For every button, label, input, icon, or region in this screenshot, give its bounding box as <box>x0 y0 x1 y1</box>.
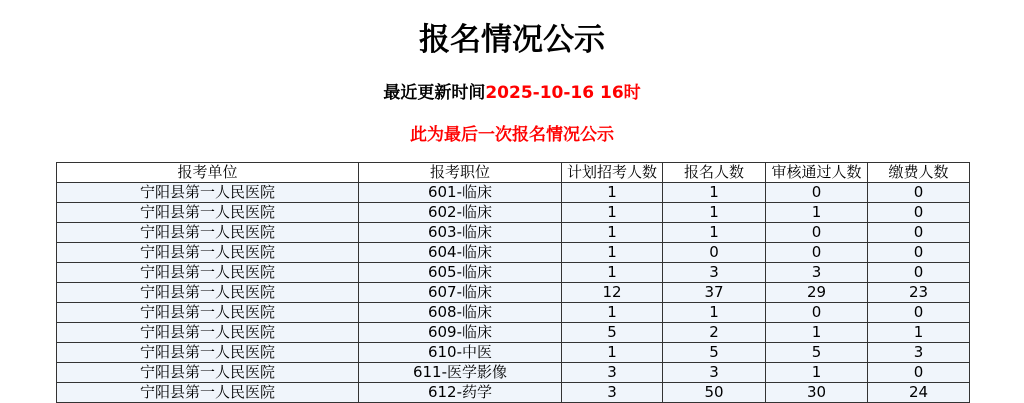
cell-planned: 1 <box>562 343 663 363</box>
cell-registered: 1 <box>663 183 766 203</box>
cell-paid: 0 <box>868 223 970 243</box>
table-row <box>57 203 970 223</box>
cell-planned: 1 <box>562 223 663 243</box>
cell-unit: 宁阳县第一人民医院 <box>57 343 359 363</box>
header-position: 报考职位 <box>359 163 562 183</box>
cell-approved: 0 <box>766 303 868 323</box>
cell-position: 602-临床 <box>359 203 562 223</box>
update-label: 最近更新时间 <box>383 83 486 103</box>
cell-position: 612-药学 <box>359 383 562 403</box>
cell-registered: 0 <box>663 243 766 263</box>
cell-approved: 0 <box>766 243 868 263</box>
cell-unit: 宁阳县第一人民医院 <box>57 243 359 263</box>
cell-registered: 3 <box>663 363 766 383</box>
cell-approved: 5 <box>766 343 868 363</box>
cell-unit: 宁阳县第一人民医院 <box>57 323 359 343</box>
cell-registered: 1 <box>663 223 766 243</box>
cell-paid: 3 <box>868 343 970 363</box>
cell-registered: 37 <box>663 283 766 303</box>
cell-approved: 29 <box>766 283 868 303</box>
table-row <box>57 223 970 243</box>
cell-unit: 宁阳县第一人民医院 <box>57 303 359 323</box>
cell-position: 607-临床 <box>359 283 562 303</box>
cell-position: 610-中医 <box>359 343 562 363</box>
cell-planned: 1 <box>562 243 663 263</box>
cell-position: 603-临床 <box>359 223 562 243</box>
cell-paid: 24 <box>868 383 970 403</box>
cell-planned: 5 <box>562 323 663 343</box>
cell-position: 609-临床 <box>359 323 562 343</box>
header-planned: 计划招考人数 <box>562 163 663 183</box>
table-row <box>57 243 970 263</box>
cell-registered: 1 <box>663 203 766 223</box>
table-row <box>57 343 970 363</box>
cell-paid: 1 <box>868 323 970 343</box>
registration-table <box>56 162 970 403</box>
cell-position: 611-医学影像 <box>359 363 562 383</box>
cell-unit: 宁阳县第一人民医院 <box>57 263 359 283</box>
cell-approved: 1 <box>766 323 868 343</box>
cell-paid: 0 <box>868 203 970 223</box>
cell-position: 605-临床 <box>359 263 562 283</box>
cell-paid: 0 <box>868 243 970 263</box>
cell-unit: 宁阳县第一人民医院 <box>57 383 359 403</box>
table-row <box>57 363 970 383</box>
header-paid: 缴费人数 <box>868 163 970 183</box>
cell-unit: 宁阳县第一人民医院 <box>57 183 359 203</box>
cell-registered: 5 <box>663 343 766 363</box>
update-time <box>0 78 1024 103</box>
header-approved: 审核通过人数 <box>766 163 868 183</box>
cell-paid: 0 <box>868 303 970 323</box>
cell-position: 601-临床 <box>359 183 562 203</box>
cell-paid: 23 <box>868 283 970 303</box>
cell-approved: 30 <box>766 383 868 403</box>
cell-registered: 1 <box>663 303 766 323</box>
cell-paid: 0 <box>868 183 970 203</box>
cell-approved: 1 <box>766 363 868 383</box>
cell-unit: 宁阳县第一人民医院 <box>57 363 359 383</box>
cell-paid: 0 <box>868 263 970 283</box>
cell-position: 608-临床 <box>359 303 562 323</box>
cell-planned: 1 <box>562 203 663 223</box>
cell-planned: 1 <box>562 263 663 283</box>
cell-position: 604-临床 <box>359 243 562 263</box>
table-row <box>57 323 970 343</box>
cell-unit: 宁阳县第一人民医院 <box>57 283 359 303</box>
table-row <box>57 263 970 283</box>
cell-approved: 1 <box>766 203 868 223</box>
page-title: 报名情况公示 <box>419 22 605 58</box>
cell-paid: 0 <box>868 363 970 383</box>
cell-planned: 3 <box>562 383 663 403</box>
cell-planned: 1 <box>562 303 663 323</box>
cell-registered: 50 <box>663 383 766 403</box>
table-row <box>57 183 970 203</box>
cell-unit: 宁阳县第一人民医院 <box>57 203 359 223</box>
cell-planned: 12 <box>562 283 663 303</box>
cell-planned: 3 <box>562 363 663 383</box>
update-time-value: 2025-10-16 16时 <box>485 83 641 103</box>
cell-approved: 0 <box>766 183 868 203</box>
table-row <box>57 283 970 303</box>
cell-registered: 3 <box>663 263 766 283</box>
header-unit: 报考单位 <box>57 163 359 183</box>
table-row <box>57 303 970 323</box>
cell-approved: 3 <box>766 263 868 283</box>
cell-planned: 1 <box>562 183 663 203</box>
cell-unit: 宁阳县第一人民医院 <box>57 223 359 243</box>
header-registered: 报名人数 <box>663 163 766 183</box>
final-notice: 此为最后一次报名情况公示 <box>410 125 614 145</box>
table-header-row <box>57 163 970 183</box>
cell-registered: 2 <box>663 323 766 343</box>
cell-approved: 0 <box>766 223 868 243</box>
